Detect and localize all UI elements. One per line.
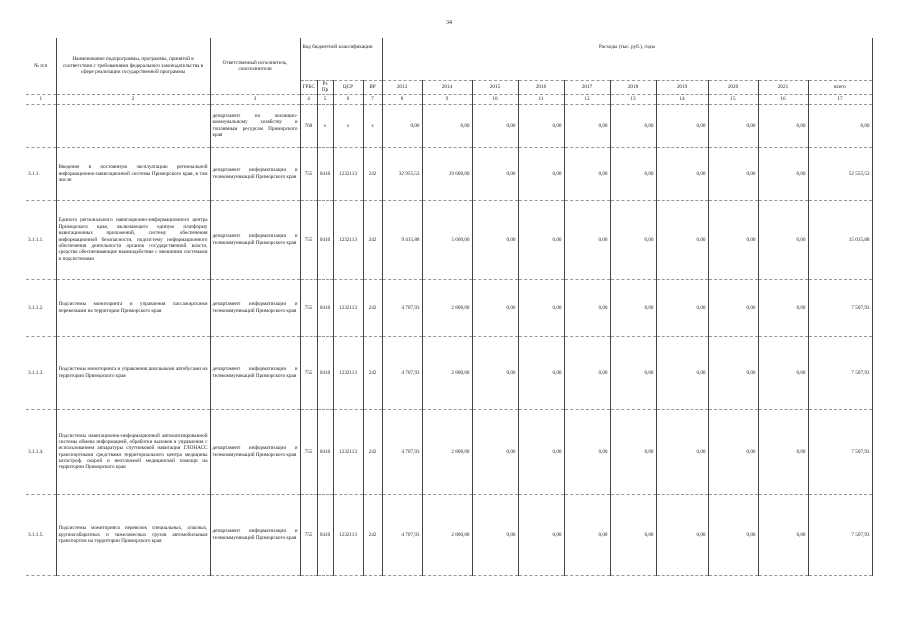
row-num: 3.1.1.5.	[26, 494, 56, 575]
row-value: 0,00	[518, 200, 564, 279]
row-value: 2 800,00	[422, 494, 472, 575]
row-vr: 242	[363, 279, 382, 336]
row-value: 0,00	[610, 104, 656, 147]
row-value: 19 600,00	[422, 147, 472, 200]
header-year: 2016	[518, 81, 564, 95]
row-value: 0,00	[708, 200, 758, 279]
row-value: 0,00	[708, 409, 758, 494]
row-rzpr: 0410	[317, 336, 333, 409]
row-value: 32 955,53	[382, 147, 422, 200]
row-value: 0,00	[422, 104, 472, 147]
col-number: 1	[26, 94, 56, 104]
row-total: 52 555,53	[808, 147, 872, 200]
col-number: 8	[382, 94, 422, 104]
row-value: 2 800,00	[422, 336, 472, 409]
row-total: 7 507,93	[808, 494, 872, 575]
row-csr: 1232113	[333, 494, 363, 575]
row-value: 0,00	[518, 494, 564, 575]
row-value: 4 707,93	[382, 279, 422, 336]
row-value: 0,00	[518, 409, 564, 494]
row-responsible: департамент информатизации и телекоммуникаций Приморского края	[210, 409, 300, 494]
row-value: 0,00	[708, 494, 758, 575]
row-vr: 242	[363, 200, 382, 279]
col-number: 14	[656, 94, 708, 104]
col-number: 15	[708, 94, 758, 104]
row-rzpr: 0410	[317, 200, 333, 279]
col-number: 16	[758, 94, 808, 104]
row-num	[26, 104, 56, 147]
row-value: 0,00	[382, 104, 422, 147]
col-number: 10	[472, 94, 518, 104]
row-rzpr: 0410	[317, 494, 333, 575]
row-value: 0,00	[656, 336, 708, 409]
row-rzpr: 0410	[317, 409, 333, 494]
row-value: 0,00	[656, 494, 708, 575]
row-total: 7 507,93	[808, 279, 872, 336]
page-number: 34	[446, 20, 452, 26]
row-num: 3.1.1.4.	[26, 409, 56, 494]
row-value: 0,00	[758, 494, 808, 575]
row-value: 0,00	[610, 494, 656, 575]
header-total: всего	[808, 81, 872, 95]
header-grbs: ГРБС	[300, 81, 317, 95]
col-number: 13	[610, 94, 656, 104]
row-vr: 242	[363, 147, 382, 200]
row-value: 0,00	[758, 104, 808, 147]
col-number: 6	[333, 94, 363, 104]
header-year: 2014	[422, 81, 472, 95]
col-number: 2	[56, 94, 210, 104]
row-value: 0,00	[564, 279, 610, 336]
col-number: 5	[317, 94, 333, 104]
row-num: 3.1.1.3.	[26, 336, 56, 409]
row-value: 0,00	[564, 409, 610, 494]
col-number: 17	[808, 94, 872, 104]
row-value: 2 800,00	[422, 409, 472, 494]
row-name: Подсистемы навигационно-информационной автоматизированной системы обмена информацией, обработки вызовов и управления с использованием аппаратуры спутниковой навигации ГЛОНАСС транспортными средствами территориального центра медицины катастроф, скорой и неотложной медицинской помощи на территории Приморского края	[56, 409, 210, 494]
row-responsible: департамент информатизации и телекоммуникаций Приморского края	[210, 200, 300, 279]
row-total: 0,00	[808, 104, 872, 147]
header-year: 2021	[758, 81, 808, 95]
row-value: 0,00	[472, 494, 518, 575]
row-value: 0,00	[472, 104, 518, 147]
row-value: 0,00	[564, 104, 610, 147]
header-year: 2019	[656, 81, 708, 95]
row-num: 3.1.1.1.	[26, 200, 56, 279]
row-responsible: департамент информатизации и телекоммуникаций Приморского края	[210, 147, 300, 200]
row-grbs: 755	[300, 336, 317, 409]
header-year: 2017	[564, 81, 610, 95]
header-rzpr: Рз Пр	[317, 81, 333, 95]
row-csr: x	[333, 104, 363, 147]
header-year: 2013	[382, 81, 422, 95]
row-responsible: департамент информатизации и телекоммуникаций Приморского края	[210, 279, 300, 336]
table-row	[26, 279, 872, 336]
row-responsible: департамент по жилищно-коммунальному хозяйству и топливным ресурсам Приморского края	[210, 104, 300, 147]
row-name	[56, 104, 210, 147]
row-value: 0,00	[472, 147, 518, 200]
table-row	[26, 200, 872, 279]
column-number-row	[26, 94, 872, 104]
row-rzpr: x	[317, 104, 333, 147]
row-value: 0,00	[472, 200, 518, 279]
table-row	[26, 104, 872, 147]
row-value: 0,00	[564, 336, 610, 409]
header-num: № п/п	[26, 38, 56, 94]
row-value: 0,00	[610, 279, 656, 336]
row-csr: 1232113	[333, 200, 363, 279]
row-value: 0,00	[518, 104, 564, 147]
col-number: 12	[564, 94, 610, 104]
row-grbs: 768	[300, 104, 317, 147]
row-total: 15 015,88	[808, 200, 872, 279]
table-row	[26, 409, 872, 494]
row-grbs: 755	[300, 494, 317, 575]
row-value: 0,00	[656, 279, 708, 336]
header-year: 2018	[610, 81, 656, 95]
row-name: Введение в постоянную эксплуатацию региональной информационно-навигационной системы Приморского края, в том числе:	[56, 147, 210, 200]
row-value: 4 707,93	[382, 494, 422, 575]
row-value: 2 800,00	[422, 279, 472, 336]
row-value: 0,00	[758, 200, 808, 279]
header-resp: Ответственный исполнитель, соисполнители	[210, 38, 300, 94]
row-csr: 1232113	[333, 147, 363, 200]
budget-table	[26, 38, 873, 576]
row-value: 0,00	[564, 200, 610, 279]
header-expenses: Расходы (тыс. руб.), годы	[382, 38, 872, 81]
row-value: 0,00	[656, 200, 708, 279]
row-value: 4 707,93	[382, 336, 422, 409]
row-num: 3.1.1.	[26, 147, 56, 200]
header-vr: ВР	[363, 81, 382, 95]
col-number: 3	[210, 94, 300, 104]
header-kbk: Код бюджетной классификации	[300, 38, 382, 81]
row-name: Подсистемы мониторинга и управления школьными автобусами на территории Приморского края	[56, 336, 210, 409]
row-value: 0,00	[758, 279, 808, 336]
row-value: 0,00	[758, 336, 808, 409]
header-name: Наименование подпрограммы, программы, принятой в соответствии с требованиями федерального законодательства в сфере реализации государственной программы	[56, 38, 210, 94]
row-name: Подсистемы мониторинга перевозок специальных, опасных, крупногабаритных и тяжеловесных грузов автомобильным транспортом на территории Приморского края	[56, 494, 210, 575]
row-responsible: департамент информатизации и телекоммуникаций Приморского края	[210, 336, 300, 409]
table-row	[26, 494, 872, 575]
row-csr: 1232113	[333, 279, 363, 336]
row-rzpr: 0410	[317, 147, 333, 200]
row-value: 0,00	[472, 279, 518, 336]
row-value: 0,00	[708, 104, 758, 147]
col-number: 9	[422, 94, 472, 104]
header-year: 2020	[708, 81, 758, 95]
row-value: 0,00	[708, 279, 758, 336]
row-rzpr: 0410	[317, 279, 333, 336]
row-value: 0,00	[518, 147, 564, 200]
row-grbs: 755	[300, 200, 317, 279]
row-vr: 242	[363, 409, 382, 494]
col-number: 7	[363, 94, 382, 104]
table-row	[26, 147, 872, 200]
row-vr: x	[363, 104, 382, 147]
row-value: 4 707,93	[382, 409, 422, 494]
row-total: 7 507,93	[808, 336, 872, 409]
row-name: Единого регионального навигационно-информационного центра Приморского края, включающего единую платформу навигационных приложений, систему обеспечения информационной безопасности, подсистему информационного обеспечения деятельности органов государственной власти, средства обеспечивающие взаимодействие с внешними системами и подсистемами	[56, 200, 210, 279]
header-year: 2015	[472, 81, 518, 95]
header-csr: ЦСР	[333, 81, 363, 95]
row-value: 0,00	[564, 494, 610, 575]
row-value: 0,00	[708, 336, 758, 409]
row-value: 0,00	[472, 336, 518, 409]
col-number: 4	[300, 94, 317, 104]
row-value: 0,00	[610, 200, 656, 279]
row-value: 0,00	[610, 409, 656, 494]
row-grbs: 755	[300, 409, 317, 494]
row-csr: 1232113	[333, 336, 363, 409]
row-vr: 242	[363, 336, 382, 409]
row-responsible: департамент информатизации и телекоммуникаций Приморского края	[210, 494, 300, 575]
row-value: 0,00	[472, 409, 518, 494]
row-value: 9 415,88	[382, 200, 422, 279]
row-value: 0,00	[656, 104, 708, 147]
col-number: 11	[518, 94, 564, 104]
row-name: Подсистемы мониторинга и управления пассажирскими перевозками на территории Приморского края	[56, 279, 210, 336]
row-value: 0,00	[610, 147, 656, 200]
row-value: 0,00	[656, 409, 708, 494]
row-value: 0,00	[656, 147, 708, 200]
row-total: 7 507,93	[808, 409, 872, 494]
row-grbs: 755	[300, 147, 317, 200]
row-vr: 242	[363, 494, 382, 575]
row-value: 0,00	[758, 409, 808, 494]
row-value: 0,00	[518, 336, 564, 409]
row-value: 0,00	[564, 147, 610, 200]
row-value: 0,00	[758, 147, 808, 200]
row-value: 5 600,00	[422, 200, 472, 279]
row-value: 0,00	[518, 279, 564, 336]
table-row	[26, 336, 872, 409]
row-grbs: 755	[300, 279, 317, 336]
row-num: 3.1.1.2.	[26, 279, 56, 336]
row-value: 0,00	[610, 336, 656, 409]
row-value: 0,00	[708, 147, 758, 200]
row-csr: 1232113	[333, 409, 363, 494]
